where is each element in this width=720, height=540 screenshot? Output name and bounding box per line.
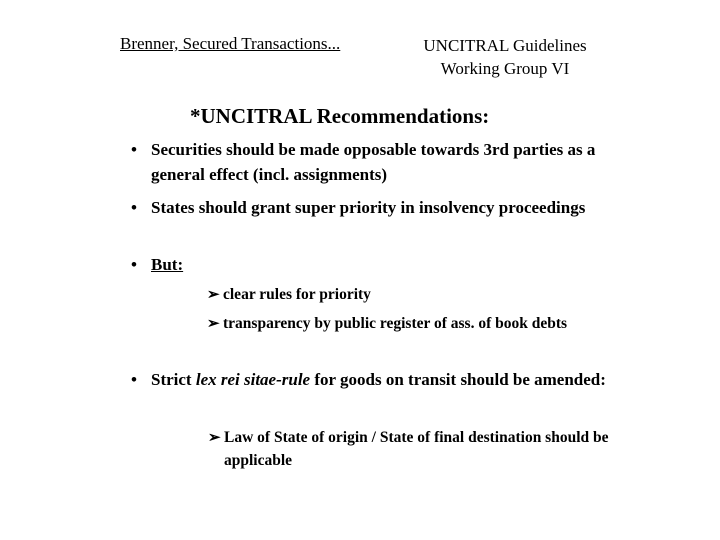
bullet-icon: • [131, 370, 137, 389]
header-topic-line2: Working Group VI [440, 59, 570, 78]
bullet-text-post: for goods on transit should be amended [310, 370, 601, 389]
bullet-item-lex-rei-sitae [131, 368, 656, 393]
bullet-text: Securities should be made opposable towards 3rd parties as a general effect (incl. assignments) [151, 140, 596, 184]
sub-item-text: transparency by public register of ass. of book debts [223, 315, 568, 332]
sub-item-clear-rules [207, 284, 627, 307]
header-topic-line1: UNCITRAL Guidelines [423, 36, 587, 55]
header-topic [410, 34, 600, 80]
sub-item-transparency [207, 313, 627, 336]
arrow-bullet-icon: ➢ [208, 430, 221, 446]
sub-item-text: Law of State of origin / State of final destination should be applicable [224, 429, 609, 469]
arrow-bullet-icon: ➢ [207, 316, 220, 332]
bullet-icon: • [131, 140, 137, 159]
slide-heading: *UNCITRAL Recommendations: [190, 104, 490, 128]
sub-item-text: clear rules for priority [223, 286, 371, 303]
bullet-icon: • [131, 255, 137, 274]
header-course-title: Brenner, Secured Transactions... [120, 34, 341, 53]
arrow-bullet-icon: ➢ [207, 287, 220, 303]
bullet-text: But: [151, 255, 184, 274]
bullet-text-colon: : [600, 370, 606, 389]
bullet-item-super-priority [131, 196, 621, 221]
bullet-text-pre: Strict [151, 370, 196, 389]
sub-item-law-of-state [208, 427, 648, 472]
bullet-item-but [131, 253, 331, 278]
bullet-text [151, 368, 656, 393]
bullet-text: States should grant super priority in insolvency proceedings [151, 198, 586, 217]
bullet-text-italic: lex rei sitae-rule [195, 370, 311, 389]
bullet-item-opposable [131, 138, 631, 187]
bullet-icon: • [131, 198, 137, 217]
